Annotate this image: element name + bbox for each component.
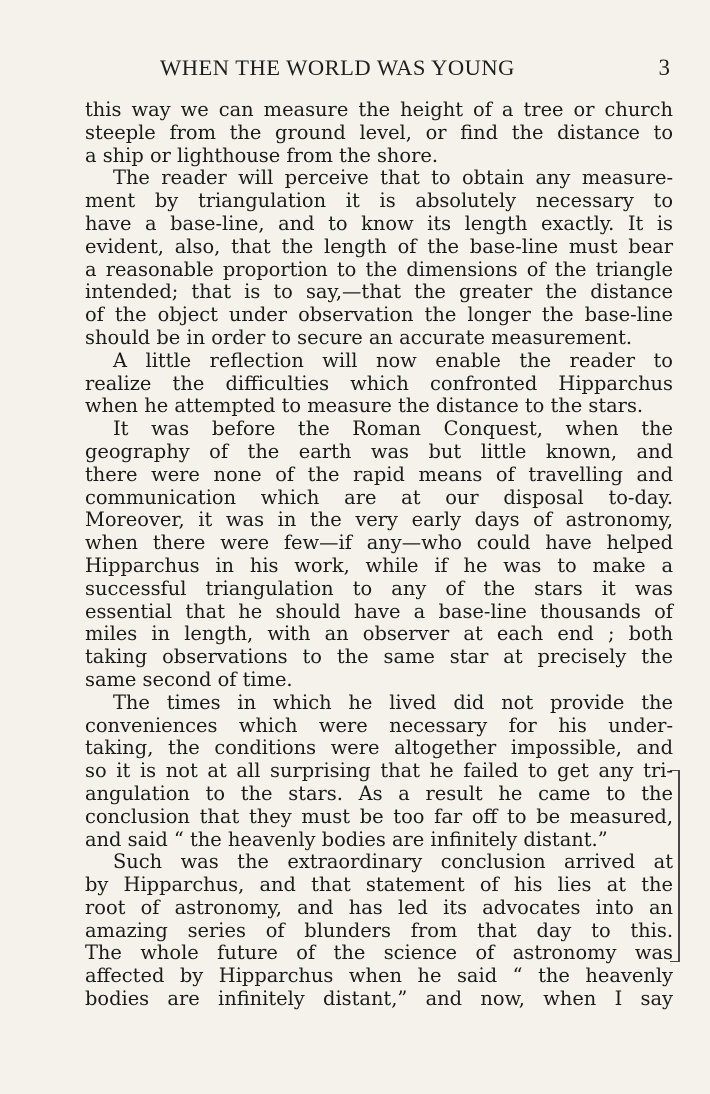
text-line: a reasonable proportion to the dimensions of the triangle bbox=[85, 257, 673, 281]
text-line: The times in which he lived did not provide the bbox=[113, 690, 673, 714]
page-number: 3 bbox=[658, 55, 670, 80]
text-line: conclusion that they must be too far off to be measured, bbox=[85, 804, 673, 828]
text-line: angulation to the stars. As a result he came to the bbox=[85, 781, 673, 805]
text-line: taking, the conditions were altogether impossible, and bbox=[85, 736, 673, 760]
text-line: evident, also, that the length of the base-line must bear bbox=[85, 234, 673, 258]
text-line: so it is not at all surprising that he failed to get any tri- bbox=[85, 759, 673, 783]
text-line: miles in length, with an observer at each end ; both bbox=[85, 622, 673, 646]
text-line: Moreover, it was in the very early days of astronomy, bbox=[85, 508, 673, 532]
running-title: WHEN THE WORLD WAS YOUNG bbox=[160, 55, 515, 80]
text-line: communication which are at our disposal to-day. bbox=[85, 485, 673, 509]
text-line: successful triangulation to any of the stars it was bbox=[85, 576, 673, 600]
text-line: this way we can measure the height of a tree or church bbox=[85, 98, 673, 121]
text-line: and said “ the heavenly bodies are infinitely distant.” bbox=[85, 827, 608, 851]
text-line: geography of the earth was but little known, and bbox=[85, 439, 673, 463]
text-line: Hipparchus in his work, while if he was to make a bbox=[85, 553, 673, 577]
text-line: same second of time. bbox=[85, 667, 293, 691]
text-line: by Hipparchus, and that statement of his lies at the bbox=[85, 873, 673, 897]
text-line: Such was the extraordinary conclusion arrived at bbox=[113, 850, 673, 874]
text-line: of the object under observation the longer the base-line bbox=[85, 303, 673, 327]
text-line: amazing series of blunders from that day to this. bbox=[85, 918, 673, 942]
text-line: A little reflection will now enable the reader to bbox=[113, 348, 673, 372]
text-line: intended; that is to say,—that the greater the distance bbox=[85, 280, 673, 304]
text-line: affected by Hipparchus when he said “ the heavenly bbox=[85, 964, 673, 988]
text-line: a ship or lighthouse from the shore. bbox=[85, 143, 438, 167]
text-line: there were none of the rapid means of travelling and bbox=[85, 462, 673, 486]
text-line: realize the difficulties which confronted Hipparchus bbox=[85, 371, 673, 395]
text-line: should be in order to secure an accurate measurement. bbox=[85, 325, 633, 349]
margin-bracket-mark bbox=[670, 770, 680, 962]
text-line: bodies are infinitely distant,” and now, when I say bbox=[85, 987, 673, 1011]
text-line: when he attempted to measure the distance to the stars. bbox=[85, 394, 644, 418]
text-line: steeple from the ground level, or find the distance to bbox=[85, 120, 673, 144]
text-line: ment by triangulation it is absolutely necessary to bbox=[85, 189, 673, 213]
text-line: when there were few—if any—who could have helped bbox=[85, 531, 673, 555]
text-line: The whole future of the science of astronomy was bbox=[85, 941, 673, 965]
text-line: taking observations to the same star at precisely the bbox=[85, 645, 673, 669]
text-line: It was before the Roman Conquest, when the bbox=[113, 417, 673, 441]
text-line: essential that he should have a base-line thousands of bbox=[85, 599, 673, 623]
text-line: conveniences which were necessary for his under- bbox=[85, 713, 673, 737]
text-line: root of astronomy, and has led its advocates into an bbox=[85, 895, 673, 919]
body-text bbox=[85, 99, 673, 1011]
text-line: The reader will perceive that to obtain any measure- bbox=[113, 166, 673, 190]
text-line: have a base-line, and to know its length exactly. It is bbox=[85, 211, 673, 235]
